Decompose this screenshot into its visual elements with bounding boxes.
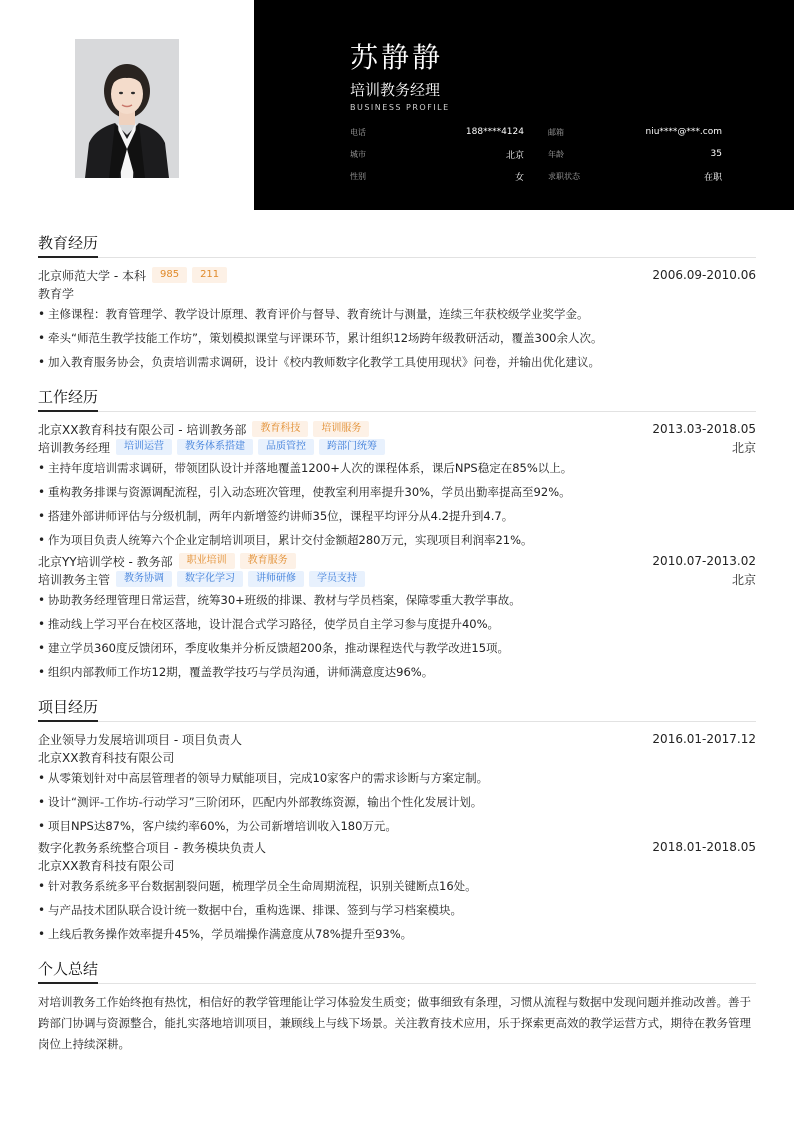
school-name: 北京师范大学 - 本科: [38, 268, 146, 283]
school-tag: 985: [152, 267, 187, 283]
project-org-row: [38, 856, 756, 874]
company-tag: 教育科技: [252, 421, 308, 437]
skill-tag: 品质管控: [258, 439, 314, 455]
info-value: 35: [710, 149, 722, 159]
company-tag: 职业培训: [179, 553, 235, 569]
section-title: 个人总结: [38, 958, 98, 984]
info-value: 在职: [703, 172, 722, 183]
info-value: niu****@***.com: [645, 127, 722, 137]
list-item: • 与产品技术团队联合设计统一数据中台，重构选课、排课、签到与学习档案模块。: [38, 898, 756, 922]
education-entry-header: [38, 266, 756, 284]
info-age: [548, 149, 722, 160]
project-bullets: [38, 874, 756, 946]
candidate-role: 培训教务经理: [350, 81, 441, 99]
project-header: [38, 838, 756, 856]
info-value: 188****4124: [465, 127, 524, 137]
job-header: [38, 552, 756, 570]
company-tag: 教育服务: [240, 553, 296, 569]
project-name: 数字化教务系统整合项目 - 教务模块负责人: [38, 840, 266, 855]
project-org: 北京XX教育科技有限公司: [38, 858, 175, 873]
info-row: [350, 165, 722, 187]
info-phone: [350, 127, 548, 138]
section-divider: [38, 983, 756, 984]
projects-section: [38, 696, 756, 946]
position-title: 培训教务主管: [38, 572, 111, 587]
list-item: • 主持年度培训需求调研，带领团队设计并落地覆盖1200+人次的课程体系，课后NPS稳定在85%以上。: [38, 456, 756, 480]
list-item: • 加入教育服务协会，负责培训需求调研，设计《校内教师数字化教学工具使用现状》问卷，并输出优化建议。: [38, 350, 756, 374]
list-item: • 推动线上学习平台在校区落地，设计混合式学习路径，使学员自主学习参与度提升40%。: [38, 612, 756, 636]
list-item: • 设计“测评-工作坊-行动学习”三阶闭环，匹配内外部教练资源，输出个性化发展计划。: [38, 790, 756, 814]
job-city: 北京: [731, 572, 756, 587]
info-label: 年龄: [548, 149, 564, 159]
info-email: [548, 127, 722, 138]
info-row: [350, 121, 722, 143]
info-value: 北京: [505, 150, 524, 161]
list-item: • 作为项目负责人统筹六个企业定制培训项目，累计交付金额超280万元，实现项目利润率21%。: [38, 528, 756, 552]
info-label: 性别: [350, 171, 366, 181]
info-job-status: [548, 170, 722, 183]
school-tag: 211: [192, 267, 227, 283]
job-position-row: [38, 570, 756, 588]
info-label: 城市: [350, 149, 366, 159]
company-name: 北京YY培训学校 - 教务部: [38, 554, 173, 569]
job-position-row: [38, 438, 756, 456]
skill-tag: 跨部门统筹: [319, 439, 385, 455]
info-city: [350, 148, 548, 161]
position-title: 培训教务经理: [38, 440, 111, 455]
skill-tag: 教务体系搭建: [177, 439, 253, 455]
list-item: • 重构教务排课与资源调配流程，引入动态班次管理，使教室利用率提升30%，学员出勤率提高至92%。: [38, 480, 756, 504]
candidate-name: 苏静静: [350, 41, 444, 74]
list-item: • 组织内部教师工作坊12期，覆盖教学技巧与学员沟通，讲师满意度达96%。: [38, 660, 756, 684]
skill-tag: 数字化学习: [177, 571, 243, 587]
section-title: 工作经历: [38, 386, 98, 412]
resume-header: [0, 0, 794, 210]
list-item: • 主修课程：教育管理学、教学设计原理、教育评价与督导、教育统计与测量，连续三年获校级学业奖学金。: [38, 302, 756, 326]
info-label: 电话: [350, 127, 366, 137]
education-major-row: [38, 284, 756, 302]
summary-text: 对培训教务工作始终抱有热忱，相信好的教学管理能让学习体验发生质变；做事细致有条理，习惯从流程与数据中发现问题并推动改善。善于跨部门协调与资源整合，能扎实落地培训项目，兼顾线上与线下场景。关注教育技术应用，乐于探索更高效的教学运营方式，期待在教务管理岗位上持续深耕。: [38, 995, 751, 1051]
list-item: • 针对教务系统多平台数据割裂问题，梳理学员全生命周期流程，识别关键断点16处。: [38, 874, 756, 898]
project-org-row: [38, 748, 756, 766]
section-title: 教育经历: [38, 232, 98, 258]
job-date: 2013.03-2018.05: [652, 422, 756, 436]
list-item: • 协助教务经理管理日常运营，统筹30+班级的排课、教材与学员档案，保障零重大教学事故。: [38, 588, 756, 612]
project-header: [38, 730, 756, 748]
job-bullets: [38, 456, 756, 552]
project-name: 企业领导力发展培训项目 - 项目负责人: [38, 732, 242, 747]
info-label: 求职状态: [548, 171, 580, 181]
list-item: • 从零策划针对中高层管理者的领导力赋能项目，完成10家客户的需求诊断与方案定制。: [38, 766, 756, 790]
list-item: • 项目NPS达87%，客户续约率60%，为公司新增培训收入180万元。: [38, 814, 756, 838]
resume-body: [38, 232, 756, 1067]
job-bullets: [38, 588, 756, 684]
project-bullets: [38, 766, 756, 838]
company-name: 北京XX教育科技有限公司 - 培训教务部: [38, 422, 247, 437]
project-date: 2016.01-2017.12: [652, 732, 756, 746]
info-value: 女: [514, 172, 524, 183]
major: 教育学: [38, 286, 75, 301]
project-date: 2018.01-2018.05: [652, 840, 756, 854]
job-city: 北京: [731, 440, 756, 455]
section-divider: [38, 257, 756, 258]
section-divider: [38, 721, 756, 722]
info-gender: [350, 170, 548, 183]
contact-info-grid: [350, 121, 722, 187]
education-bullets: [38, 302, 756, 374]
job-header: [38, 420, 756, 438]
list-item: • 上线后教务操作效率提升45%，学员端操作满意度从78%提升至93%。: [38, 922, 756, 946]
portrait-image: [75, 39, 179, 178]
section-title: 项目经历: [38, 696, 98, 722]
skill-tag: 教务协调: [116, 571, 172, 587]
profile-subtitle: BUSINESS PROFILE: [350, 103, 450, 112]
section-divider: [38, 411, 756, 412]
list-item: • 牵头“师范生教学技能工作坊”，策划模拟课堂与评课环节，累计组织12场跨年级教研活动，覆盖300余人次。: [38, 326, 756, 350]
project-org: 北京XX教育科技有限公司: [38, 750, 175, 765]
company-tag: 培训服务: [313, 421, 369, 437]
skill-tag: 讲师研修: [248, 571, 304, 587]
info-label: 邮箱: [548, 127, 564, 137]
summary-section: [38, 958, 756, 1055]
work-section: [38, 386, 756, 684]
profile-photo: [75, 39, 179, 178]
list-item: • 搭建外部讲师评估与分级机制，两年内新增签约讲师35位，课程平均评分从4.2提升到4.7。: [38, 504, 756, 528]
education-date: 2006.09-2010.06: [652, 268, 756, 282]
skill-tag: 学员支持: [309, 571, 365, 587]
header-info-panel: [254, 0, 794, 210]
skill-tag: 培训运营: [116, 439, 172, 455]
list-item: • 建立学员360度反馈闭环，季度收集并分析反馈超200条，推动课程迭代与教学改进15项。: [38, 636, 756, 660]
info-row: [350, 143, 722, 165]
job-date: 2010.07-2013.02: [652, 554, 756, 568]
education-section: [38, 232, 756, 374]
